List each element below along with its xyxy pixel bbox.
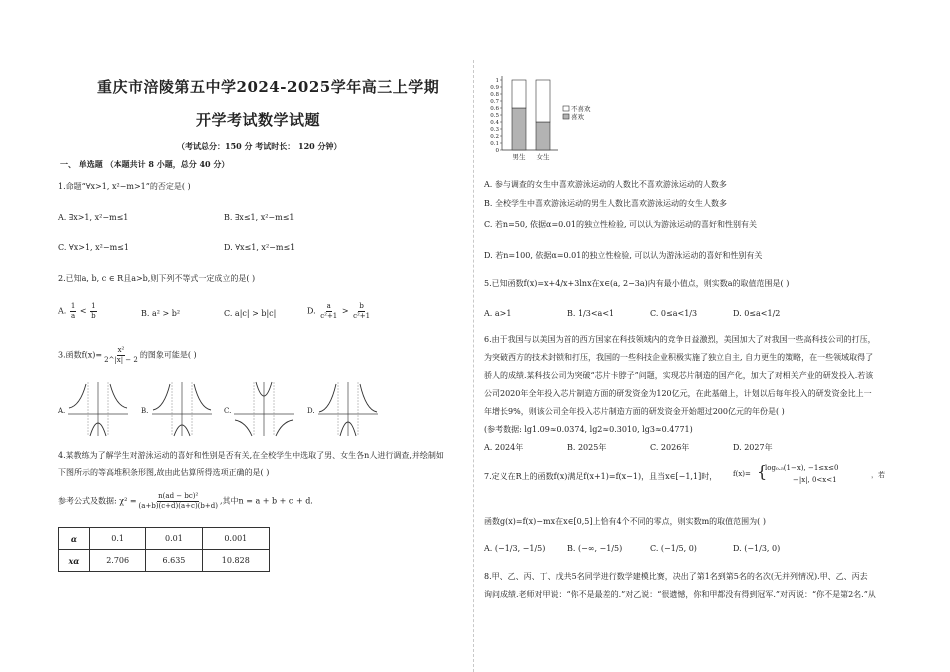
y-tick-label: 0.6 xyxy=(490,106,499,112)
q3-graph-c xyxy=(232,380,296,438)
legend-dislike-swatch xyxy=(563,106,569,111)
q3-graph-d xyxy=(316,380,380,438)
category-label: 男生 xyxy=(512,153,526,161)
q5-stem: 5.已知函数f(x)=x+4/x+3lnx在x∈(a, 2−3a)内有最小值点，则实数a的取值范围是( ) xyxy=(484,279,790,288)
table-cell: 0.1 xyxy=(90,528,146,550)
q1-option-d: D. ∀x≤1, x²−m≤1 xyxy=(224,243,296,252)
y-tick-label: 0.9 xyxy=(490,85,499,91)
q6-option-d: D. 2027年 xyxy=(733,443,773,452)
q3-label-b: B. xyxy=(141,407,149,415)
bar-dislike xyxy=(512,80,526,108)
q3-graph-b xyxy=(150,380,214,438)
stacked-bar-chart xyxy=(478,70,591,166)
table-cell: 0.001 xyxy=(202,528,269,550)
q6-option-a: A. 2024年 xyxy=(484,443,524,452)
q6-line: 6.由于我国与以美国为首的西方国家在科技领域内的竞争日益激烈，美国加大了对我国一些高科技公司的打压， xyxy=(484,335,876,344)
q5-option-b: B. 1/3<a<1 xyxy=(567,309,615,318)
q4-reference: 参考公式及数据: χ² = $\frac{\text{n(ad − bc)²}}{(a+b)(c+d)(a+c)(b+d)}$ ,其中n = a + b + c + d. xyxy=(58,492,313,510)
exam-title-line1: 重庆市涪陵第五中学2024-2025学年高三上学期 xyxy=(97,78,440,96)
table-row xyxy=(59,528,270,550)
table-cell: 0.01 xyxy=(146,528,202,550)
bar-like xyxy=(536,122,550,150)
q3-stem: 3.函数f(x)= $\frac{\text{x²}}{2\^{}|x| - 2}$ 的图象可能是( ) xyxy=(58,346,197,364)
q1-option-b: B. ∃x≤1, x²−m≤1 xyxy=(224,213,295,222)
bar-dislike xyxy=(536,80,550,122)
q2-option-b: B. a² > b² xyxy=(141,309,181,318)
y-tick-label: 0.4 xyxy=(490,120,499,126)
q2-option-a: A. $\frac{1}{a}$ < $\frac{1}{b}$ xyxy=(58,302,96,320)
legend-like-swatch xyxy=(563,114,569,119)
category-label: 女生 xyxy=(536,153,550,161)
q6-line: 骄人的成绩.某科技公司为突破“芯片卡脖子”问题，实现芯片制造的国产化，加大了对相关产业的研发投入.若该 xyxy=(484,371,874,380)
exam-info: （考试总分：150 分 考试时长： 120 分钟） xyxy=(177,141,342,151)
q5-option-d: D. 0≤a<1/2 xyxy=(733,309,781,318)
critical-value-table xyxy=(58,527,270,572)
q7-option-c: C. (−1/5, 0) xyxy=(650,544,697,553)
q4-option-b: B. 全校学生中喜欢游泳运动的男生人数比喜欢游泳运动的女生人数多 xyxy=(484,199,727,208)
q7-option-d: D. (−1/3, 0) xyxy=(733,544,781,553)
q7-stem-2: 函数g(x)=f(x)−mx在x∈[0,5]上恰有4个不同的零点，则实数m的取值范围为( ) xyxy=(484,517,766,526)
q2-option-c: C. a|c| > b|c| xyxy=(224,309,277,318)
q3-label-c: C. xyxy=(224,407,232,415)
q7-option-a: A. (−1/3, −1/5) xyxy=(484,544,546,553)
q6-option-b: B. 2025年 xyxy=(567,443,607,452)
q1-option-c: C. ∀x>1, x²−m≤1 xyxy=(58,243,129,252)
q7-stem: 7.定义在R上的函数f(x)满足f(x+1)=f(x−1)，且当x∈[−1,1]时， xyxy=(484,472,718,481)
q3-label-a: A. xyxy=(58,407,66,415)
q6-line: 年增长9%，则该公司全年投入芯片制造方面的研发资金开始超过200亿元的年份是( ) xyxy=(484,407,785,416)
q7-option-b: B. (−∞, −1/5) xyxy=(567,544,623,553)
y-tick-label: 0.7 xyxy=(490,99,499,105)
y-tick-label: 0.5 xyxy=(490,113,499,119)
legend-dislike-label: 不喜欢 xyxy=(571,105,591,113)
q1-option-a: A. ∃x>1, x²−m≤1 xyxy=(58,213,129,222)
table-cell: 2.706 xyxy=(90,550,146,572)
q8-line2: 询问成绩.老师对甲说：“你不是最差的.”对乙说：“很遗憾，你和甲都没有得到冠军.”对丙说：“你不是第2名.”从 xyxy=(484,590,876,599)
table-cell: 10.828 xyxy=(202,550,269,572)
q4-stem-line2: 下图所示的等高堆积条形图,故由此估算所得选项正确的是( ) xyxy=(58,468,270,477)
table-header-alpha: α xyxy=(59,528,90,550)
q4-stem-line1: 4.某教练为了解学生对游泳运动的喜好和性别是否有关,在全校学生中选取了男、女生各n人进行调查,并绘制如 xyxy=(58,451,444,460)
q4-option-c: C. 若n=50, 依据α=0.01的独立性检验, 可以认为游泳运动的喜好和性别有关 xyxy=(484,220,758,229)
q6-line: 为突破西方的技术封锁和打压，我国的一些科技企业积极实施了独立自主, 自力更生的策略，在一些领域取得了 xyxy=(484,353,874,362)
q3-label-d: D. xyxy=(307,407,315,415)
q4-option-a: A. 参与调查的女生中喜欢游泳运动的人数比不喜欢游泳运动的人数多 xyxy=(484,180,727,189)
table-header-x: xα xyxy=(59,550,90,572)
q6-option-c: C. 2026年 xyxy=(650,443,690,452)
table-row xyxy=(59,550,270,572)
q5-option-a: A. a>1 xyxy=(484,309,512,318)
legend-like-label: 喜欢 xyxy=(571,113,584,121)
q2-option-d: D. $\frac{a}{\text{c²+1}}$ > $\frac{b}{\text{c²+1}}$ xyxy=(307,302,371,320)
bar-like xyxy=(512,108,526,150)
y-tick-label: 0.8 xyxy=(490,92,499,98)
q1-stem: 1.命题“∀x>1, x²−m>1”的否定是( ) xyxy=(58,182,191,191)
table-cell: 6.635 xyxy=(146,550,202,572)
y-tick-label: 0.2 xyxy=(490,134,499,140)
q3-graph-a xyxy=(66,380,130,438)
y-tick-label: 1 xyxy=(495,78,499,84)
q4-option-d: D. 若n=100, 依据α=0.01的独立性检验, 可以认为游泳运动的喜好和性别有关 xyxy=(484,251,763,260)
q5-option-c: C. 0≤a<1/3 xyxy=(650,309,698,318)
y-tick-label: 0 xyxy=(495,148,499,154)
q2-stem: 2.已知a, b, c ∈ R且a>b,则下列不等式一定成立的是( ) xyxy=(58,274,256,283)
y-tick-label: 0.1 xyxy=(490,141,499,147)
column-divider xyxy=(473,60,474,672)
exam-title-line2: 开学考试数学试题 xyxy=(196,111,321,129)
section-heading: 一、 单选题 （本题共计 8 小题，总分 40 分） xyxy=(60,159,230,169)
y-tick-label: 0.3 xyxy=(490,127,499,133)
q6-line: 公司2020年全年投入芯片制造方面的研发资金为120亿元，在此基础上，计划以后每年投入的研发资金比上一 xyxy=(484,389,872,398)
q6-line: (参考数据: lg1.09≈0.0374, lg2≈0.3010, lg3≈0.4771) xyxy=(484,425,693,434)
q8-line1: 8.甲、乙、丙、丁、戊共5名同学进行数学建模比赛，决出了第1名到第5名的名次(无并列情况).甲、乙、丙去 xyxy=(484,572,868,581)
